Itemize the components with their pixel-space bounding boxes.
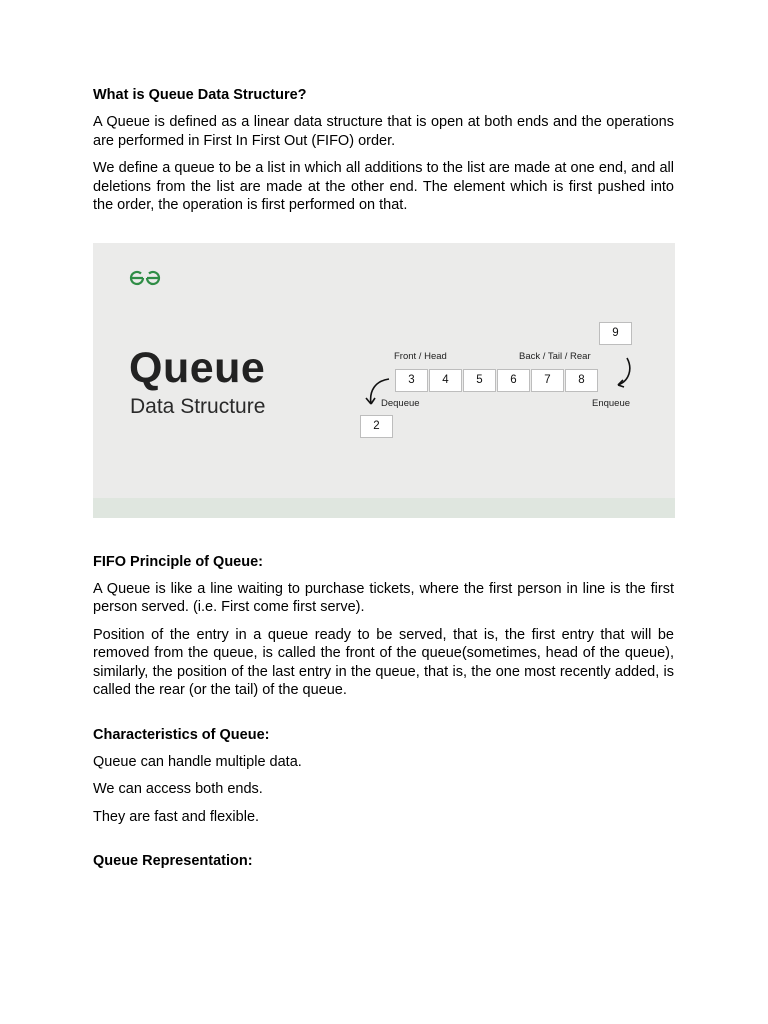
queue-cell: 8 [565,369,598,392]
characteristic-item: Queue can handle multiple data. [93,753,302,770]
document-page [93,86,674,879]
queue-cell: 5 [463,369,496,392]
paragraph-queue-definition: A Queue is defined as a linear data structure that is open at both ends and the operations are performed in First In First Out (FIFO) order. [93,114,674,149]
enqueue-label: Enqueue [592,397,631,409]
queue-cell: 4 [429,369,462,392]
characteristic-item: They are fast and flexible. [93,808,260,825]
queue-cell: 7 [531,369,564,392]
front-head-label: Front / Head [394,350,447,362]
dequeued-element: 2 [360,415,393,438]
dequeue-label: Dequeue [381,397,420,409]
gfg-logo-icon [129,269,161,287]
heading-characteristics: Characteristics of Queue: [93,726,270,743]
figure-bottom-band [93,498,675,518]
paragraph-fifo-front-rear: Position of the entry in a queue ready to be served, that is, the first entry that will be removed from the queue, is called the front of the queue(sometimes, head of the queue), similarly, the position of the last entry in the queue, that is, the one most recently added, is called the rear (or the tail) of the queue. [93,626,674,698]
queue-cell: 3 [395,369,428,392]
paragraph-queue-list-definition: We define a queue to be a list in which all additions to the list are made at one end, and all deletions from the list are made at the other end. The element which is first pushed into the order, the operation is first performed on that. [93,160,674,213]
queue-cell: 6 [497,369,530,392]
figure-subtitle: Data Structure [130,394,266,418]
enqueued-element: 9 [599,322,632,345]
characteristic-item: We can access both ends. [93,781,263,797]
paragraph-fifo-tickets: A Queue is like a line waiting to purchase tickets, where the first person in line is the first person served. (i.e. First come first serve). [93,580,674,615]
back-tail-rear-label: Back / Tail / Rear [519,350,591,362]
heading-queue-representation: Queue Representation: [93,853,253,869]
heading-what-is-queue: What is Queue Data Structure? [93,87,307,103]
figure-title: Queue [129,343,266,392]
heading-fifo-principle: FIFO Principle of Queue: [93,553,263,570]
enqueue-arrow-icon [611,355,635,391]
queue-diagram-figure [93,243,675,518]
